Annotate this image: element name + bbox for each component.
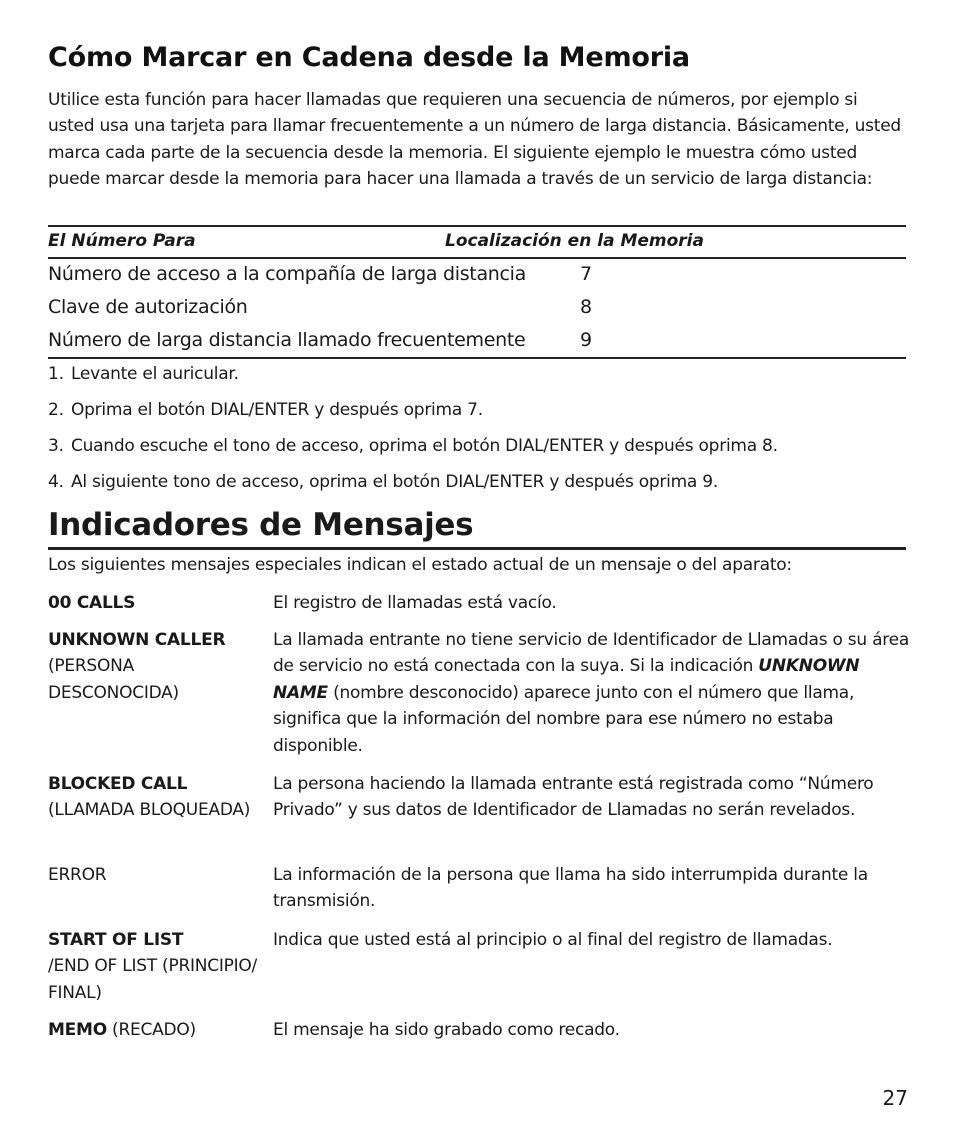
message-code (48, 590, 268, 616)
code-name: UNKNOWN CALLER (48, 630, 226, 650)
message-description: La persona haciendo la llamada entrante está registrada como “Número Privado” y sus datos de Identificador de Llamadas no serán revelados. (273, 774, 874, 821)
header-memory-location: Localización en la Memoria (445, 231, 704, 251)
table-header (48, 227, 906, 259)
code-translation: (PERSONA DESCONOCIDA) (48, 656, 179, 703)
step-text: Oprima el botón DIAL/ENTER y después oprima 7. (71, 400, 483, 420)
step-number: 3. (48, 436, 64, 456)
code-name: MEMO (48, 1020, 107, 1040)
step-number: 1. (48, 364, 64, 384)
code-translation: /END OF LIST (PRINCIPIO/ FINAL) (48, 956, 257, 1003)
row-location: 9 (580, 329, 593, 351)
chain-dialing-intro: Utilice esta función para hacer llamadas que requieren una secuencia de números, por ejemplo si usted usa una tarjeta para llamar frecuentemente a un número de larga distancia. Básicamente, usted marca cada parte de la secuencia desde la memoria. El siguiente ejemplo le muestra cómo usted puede marcar desde la memoria para hacer una llamada a través de un servicio de larga distancia: (48, 90, 901, 190)
message-description: Indica que usted está al principio o al final del registro de llamadas. (273, 930, 833, 950)
desc-emphasis: UNKNOWN NAME (273, 656, 860, 703)
row-label: Número de larga distancia llamado frecuentemente (48, 329, 526, 351)
message-indicators-intro: Los siguientes mensajes especiales indican el estado actual de un mensaje o del aparato: (48, 555, 792, 575)
message-code (48, 927, 268, 1006)
section-title-chain-dialing: Cómo Marcar en Cadena desde la Memoria (48, 42, 690, 73)
list-item (48, 400, 483, 420)
list-item (48, 364, 239, 384)
message-code (48, 627, 268, 706)
code-translation: (LLAMADA BLOQUEADA) (48, 800, 251, 821)
step-number: 4. (48, 472, 64, 492)
row-location: 7 (580, 263, 593, 285)
list-item (48, 472, 718, 492)
message-code (48, 771, 268, 824)
step-text: Cuando escuche el tono de acceso, oprima el botón DIAL/ENTER y después oprima 8. (71, 436, 778, 456)
row-location: 8 (580, 296, 593, 318)
section-title-message-indicators: Indicadores de Mensajes (48, 505, 906, 550)
message-description: El registro de llamadas está vacío. (273, 593, 557, 613)
row-label: Número de acceso a la compañía de larga distancia (48, 263, 526, 285)
header-number-for: El Número Para (48, 231, 196, 251)
memory-location-table (48, 225, 906, 359)
code-name: START OF LIST (48, 930, 184, 950)
message-code (48, 862, 268, 888)
row-label: Clave de autorización (48, 296, 248, 318)
message-description: El mensaje ha sido grabado como recado. (273, 1020, 620, 1040)
desc-text: La llamada entrante no tiene servicio de Identificador de Llamadas o su área de servicio no está conectada con la suya. Si la indicación (273, 630, 909, 677)
desc-text: (nombre desconocido) aparece junto con el número que llama, significa que la información del nombre para ese número no estaba disponible. (273, 682, 855, 756)
step-number: 2. (48, 400, 64, 420)
code-name: 00 CALLS (48, 593, 136, 613)
step-text: Al siguiente tono de acceso, oprima el botón DIAL/ENTER y después oprima 9. (71, 472, 718, 492)
code-name: ERROR (48, 865, 107, 885)
message-description (273, 627, 913, 759)
list-item (48, 436, 778, 456)
step-text: Levante el auricular. (71, 364, 239, 384)
message-code (48, 1017, 268, 1043)
message-description: La información de la persona que llama ha sido interrumpida durante la transmisión. (273, 865, 868, 912)
code-translation: (RECADO) (106, 1020, 196, 1040)
page-number: 27 (882, 1086, 908, 1110)
code-name: BLOCKED CALL (48, 774, 188, 794)
